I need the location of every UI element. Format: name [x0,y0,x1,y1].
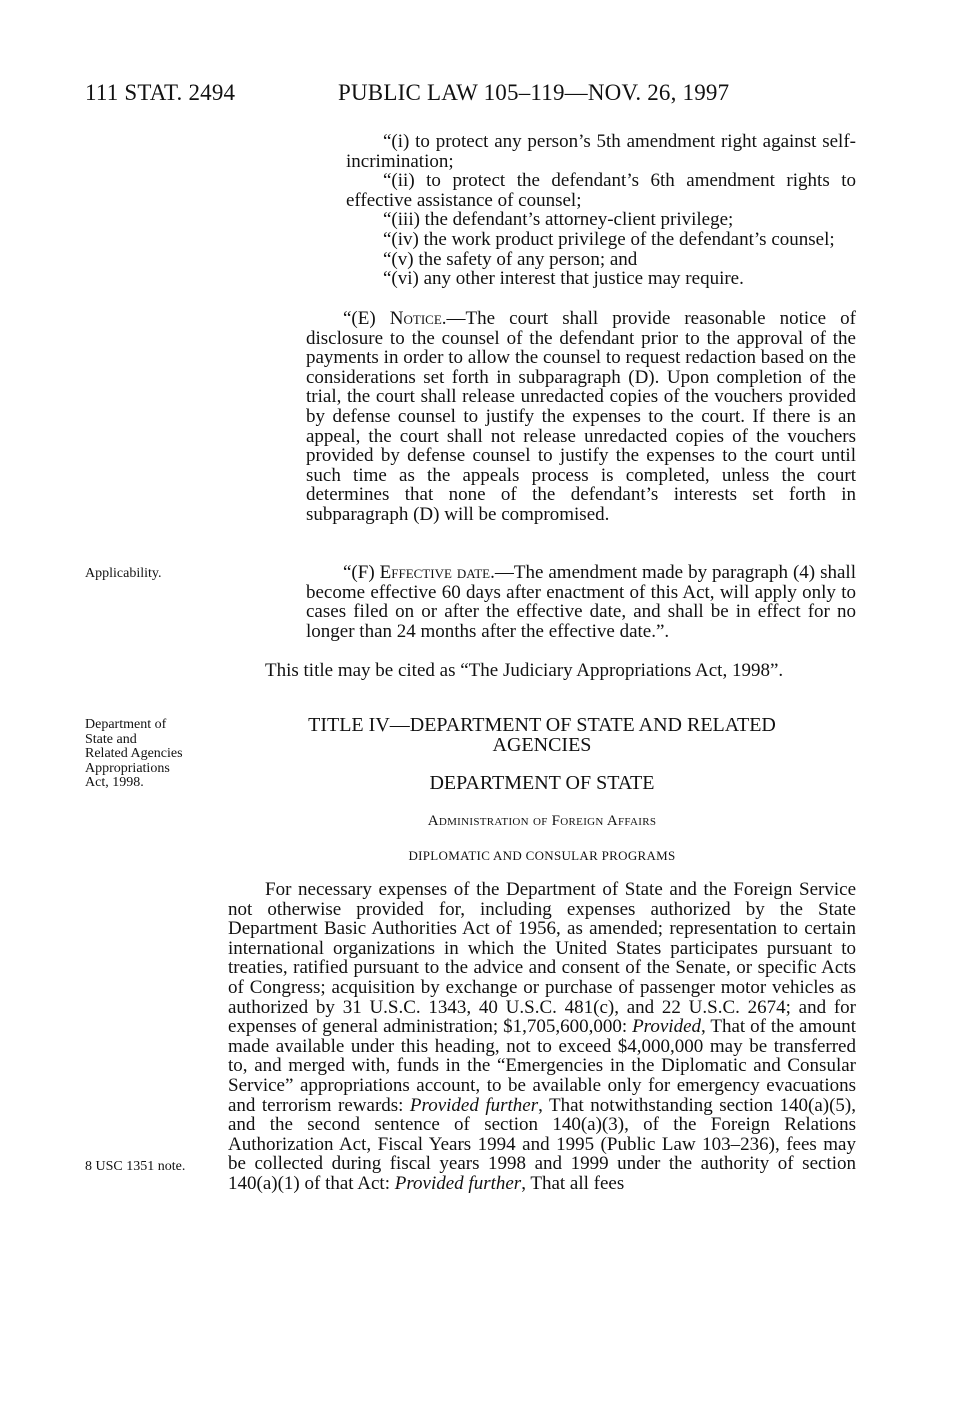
programs-heading: DIPLOMATIC AND CONSULAR PROGRAMS [408,848,676,863]
effective-date-text: —The amendment made by paragraph (4) shall become effective 60 days after enactment of this Act, will apply only to cases filed on or after the effective date, and shall be in effect for no longer than 24 months after the effective date.”. [306,562,856,642]
citation-text: This title may be cited as “The Judiciary Appropriations Act, 1998”. [265,660,784,681]
clause-vi: “(vi) any other interest that justice may require. [383,268,744,290]
appropriations-paragraph: For necessary expenses of the Department of State and the Foreign Service not otherwise provided for, including expenses authorized by the State Department Basic Authorities Act of 1956, as amended; representation to certain international organizations in which the United States participates pursuant to treaties, ratified pursuant to the advice and consent of the Senate, or specific Acts of Congress; acquisition by exchange or purchase of passenger motor vehicles as authorized by 31 U.S.C. 1343, 40 U.S.C. 481(c), and 22 U.S.C. 2674; and for expenses of general administration; $1,705,600,000: Provided, That of the amount made available under this heading, not to exceed $4,000,000 may be transferred to, and merged with, funds in the “Emergencies in the Diplomatic and Consular Service” appropriations account, to be available only for emergency evacuations and terrorism rewards: Provided further, That notwithstanding section 140(a)(5), and the second sentence of section 140(a)(3), of the Foreign Relations Authorization Act, Fiscal Years 1994 and 1995 (Public Law 103–236), fees may be collected during fiscal years 1998 and 1999 under the authority of section 140(a)(1) of that Act: Provided further, That all fees [228,879,856,1194]
clause-i: “(i) to protect any person’s 5th amendment right against self-incrimination; [346,131,856,172]
effective-date-paragraph [306,563,856,641]
administration-heading: Administration of Foreign Affairs [427,813,657,829]
effective-date-label: “(F) Effective date. [343,562,495,583]
clause-iii: “(iii) the defendant’s attorney-client privilege; [383,209,734,231]
margin-note-department-act: Department of State and Related Agencies Appropriations Act, 1998. [85,717,183,790]
department-heading: DEPARTMENT OF STATE [429,772,655,794]
page-header-stat: 111 STAT. 2494 [85,80,236,105]
clause-list [346,132,856,289]
notice-text: —The court shall provide reasonable notice of disclosure to the counsel of the defendant prior to the approval of the payments in order to allow the counsel to request redaction based on the considerations set forth in subparagraph (D). Upon completion of the trial, the court shall release unredacted copies of the vouchers provided by defense counsel to justify the expenses to the court. If there is an appeal, the court shall not release unredacted copies of the vouchers provided by defense counsel to justify the expenses to the court until such time as the appeals process is completed, unless the court determines that none of the defendant’s interests set forth in subparagraph (D) will be compromised. [306,308,856,525]
margin-note-usc: 8 USC 1351 note. [85,1159,186,1174]
page-header-title: PUBLIC LAW 105–119—NOV. 26, 1997 [338,80,730,105]
title-iv-heading: TITLE IV—DEPARTMENT OF STATE AND RELATED AGENCIES [308,714,776,756]
clause-iv: “(iv) the work product privilege of the defendant’s counsel; [383,228,835,250]
clause-v: “(v) the safety of any person; and [383,248,638,270]
notice-label: “(E) Notice. [343,308,447,329]
clause-ii: “(ii) to protect the defendant’s 6th amendment rights to effective assistance of counsel; [346,170,856,211]
citation-paragraph [228,661,856,681]
notice-paragraph [306,309,856,525]
margin-note-applicability: Applicability. [85,566,162,581]
